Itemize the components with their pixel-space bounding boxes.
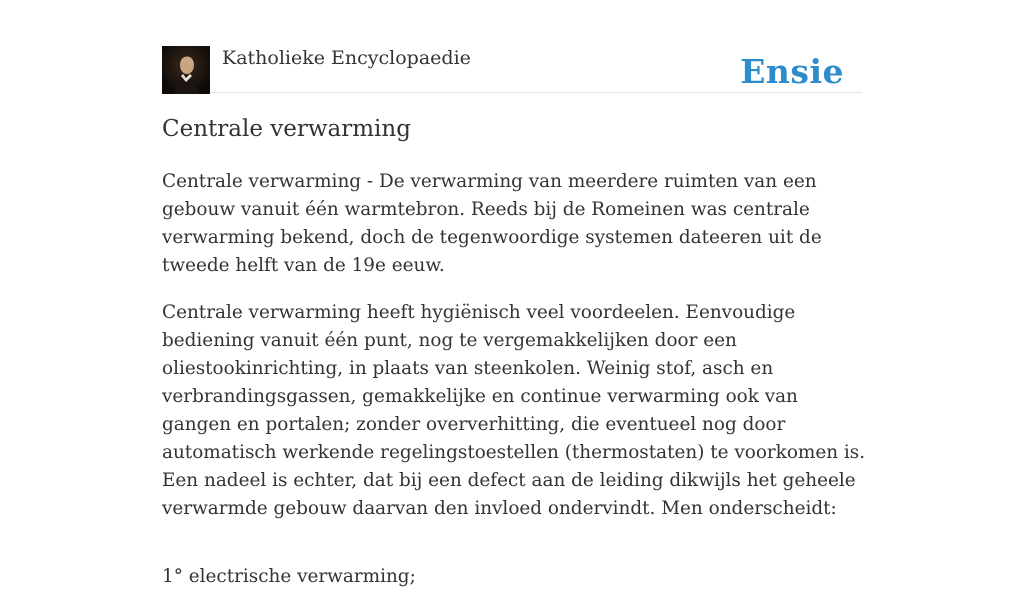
- article-paragraph: Centrale verwarming heeft hygiënisch veel voordeelen. Eenvoudige bediening vanuit één punt, nog te vergemakkelijken door een oliestookinrichting, in plaats van steenkolen. Weinig stof, asch en verbrandingsgassen, gemakkelijke en continue verwarming ook van gangen en portalen; zonder oververhitting, die eventueel nog door automatisch werkende regelingstoestellen (thermostaten) te voorkomen is. Een nadeel is echter, dat bij een defect aan de leiding dikwijls het geheele verwarmde gebouw daarvan den invloed ondervindt. Men onderscheidt:: [162, 302, 866, 519]
- site-name[interactable]: Katholieke Encyclopaedie: [222, 47, 471, 69]
- page-title: Centrale verwarming: [162, 116, 411, 142]
- article-paragraph: Centrale verwarming - De verwarming van meerdere ruimten van een gebouw vanuit één warmtebron. Reeds bij de Romeinen was centrale verwarming bekend, doch de tegenwoordige systemen dateeren uit de tweede helft van de 19e eeuw.: [162, 171, 822, 276]
- site-header: [162, 46, 862, 93]
- ensie-logo[interactable]: Ensie: [740, 52, 844, 91]
- portrait-avatar-icon[interactable]: [162, 46, 210, 94]
- article-list-item: 1° electrische verwarming;: [162, 566, 416, 587]
- article-body: [162, 168, 867, 610]
